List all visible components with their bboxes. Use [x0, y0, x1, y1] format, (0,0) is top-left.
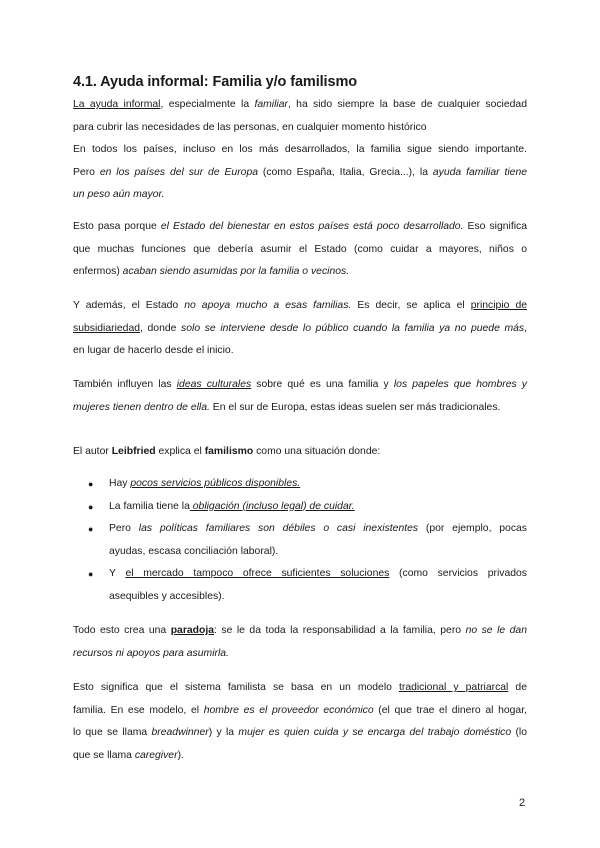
- text-line: subsidiariedad, donde solo se interviene desde lo público cuando la familia ya no puede más,: [73, 322, 527, 334]
- bullet-icon: ●: [88, 501, 94, 512]
- text-line: Esto significa que el sistema familista se basa en un modelo tradicional y patriarcal de: [73, 682, 527, 693]
- text-line: enfermos) acaban siendo asumidas por la familia o vecinos.: [73, 266, 350, 277]
- bullet-icon: ●: [88, 524, 94, 534]
- paragraph-ideas-culturales: [73, 374, 527, 419]
- paragraph-paradoja: [73, 620, 527, 665]
- list-item: ● Pero las políticas familiares son débiles o casi inexistentes (por ejemplo, pocas ayudas, escasa conciliación laboral).: [73, 518, 527, 563]
- text-line: que muchas funciones que debería asumir el Estado (como cuidar a mayores, niños o: [73, 243, 527, 255]
- page-number: 2: [519, 797, 526, 809]
- text-line: Todo esto crea una paradoja: se le da toda la responsabilidad a la familia, pero no se le dan: [73, 625, 527, 636]
- text-line: Y además, el Estado no apoya mucho a esas familias. Es decir, se aplica el principio de: [73, 300, 527, 311]
- text-line: en lugar de hacerlo desde el inicio.: [73, 345, 234, 356]
- paragraph-subsidiariedad: [73, 295, 527, 363]
- text-line: También influyen las ideas culturales sobre qué es una familia y los papeles que hombres y: [73, 379, 527, 390]
- list-item: ● Hay pocos servicios públicos disponibles.: [73, 473, 527, 496]
- text-line: un peso aún mayor.: [73, 189, 165, 200]
- text-line: que se llama caregiver).: [73, 749, 184, 761]
- bullet-list: [73, 473, 527, 608]
- text-line: La ayuda informal, especialmente la familiar, ha sido siempre la base de cualquier sociedad: [73, 99, 527, 110]
- text-line: lo que se llama breadwinner) y la mujer es quien cuida y se encarga del trabajo doméstico (lo: [73, 727, 528, 738]
- bullet-icon: ●: [88, 479, 94, 489]
- paragraph-intro: [73, 94, 527, 207]
- paragraph-estado-bienestar: [73, 216, 527, 284]
- text-line: recursos ni apoyos para asumirla.: [73, 647, 229, 659]
- list-item: ● La familia tiene la obligación (incluso legal) de cuidar.: [73, 496, 527, 519]
- text-line: familia. En ese modelo, el hombre es el proveedor económico (el que trae el dinero al hogar,: [73, 704, 527, 716]
- bullet-icon: ●: [88, 569, 94, 579]
- text-line: Esto pasa porque el Estado del bienestar en estos países está poco desarrollado. Eso significa: [73, 221, 528, 232]
- text-line: para cubrir las necesidades de las personas, en cualquier momento histórico: [73, 121, 427, 133]
- text-line: mujeres tienen dentro de ella. En el sur de Europa, estas ideas suelen ser más tradicionales.: [73, 401, 501, 413]
- text-line: Pero en los países del sur de Europa (como España, Italia, Grecia...), la ayuda familiar tiene: [73, 166, 527, 178]
- paragraph-modelo-patriarcal: [73, 677, 527, 767]
- text-line: En todos los países, incluso en los más desarrollados, la familia sigue siendo importante.: [73, 144, 527, 155]
- text-line: El autor Leibfried explica el familismo como una situación donde:: [73, 446, 381, 457]
- section-heading: 4.1. Ayuda informal: Familia y/o familismo: [73, 74, 357, 90]
- paragraph-leibfried: [73, 441, 527, 464]
- list-item: ● Y el mercado tampoco ofrece suficientes soluciones (como servicios privados asequibles y accesibles).: [73, 563, 527, 608]
